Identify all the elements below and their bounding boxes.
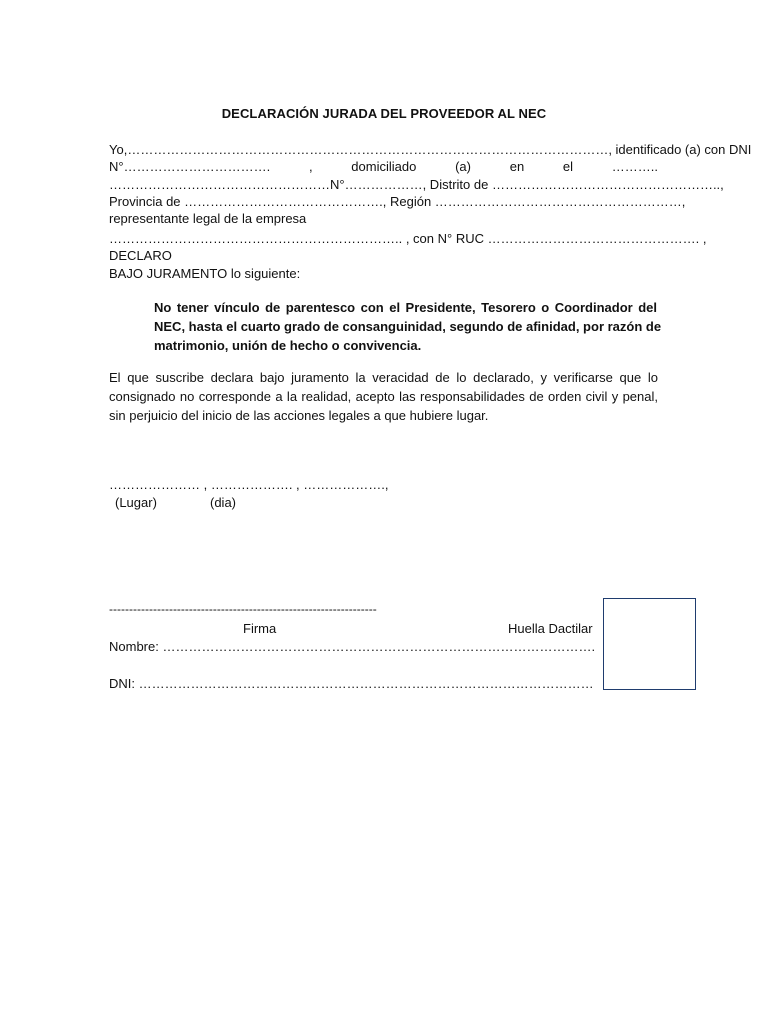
form-line-declaro: DECLARO	[109, 248, 172, 263]
date-place-line: ………………… , ………………. , ……………….,	[109, 477, 389, 492]
declaration-line: NEC, hasta el cuarto grado de consanguinidad, segundo de afinidad, por razón de	[154, 319, 662, 334]
statement-line: El que suscribe declara bajo juramento la veracidad de lo declarado, y verificarse que lo	[109, 370, 658, 385]
signature-label: Firma	[243, 621, 277, 636]
statement-line: sin perjuicio del inicio de las acciones legales a que hubiere lugar.	[109, 408, 489, 423]
declaration-line: matrimonio, unión de hecho o convivencia.	[154, 338, 422, 353]
declaration-block	[154, 298, 662, 355]
signature-line: -------------------------------------------------------------------	[109, 602, 377, 616]
statement-line: consignado no corresponde a la realidad, acepto las responsabilidades de orden civil y penal,	[109, 389, 658, 404]
name-line: Nombre: ……………………………………………………………………………………….	[109, 639, 596, 654]
document-title: DECLARACIÓN JURADA DEL PROVEEDOR AL NEC	[221, 106, 547, 121]
fingerprint-box	[603, 598, 696, 690]
form-line-province: Provincia de ………………………………………., Región …………………………………………………,	[109, 194, 686, 209]
form-line-identity: Yo,…………………………………………………………………………………………………, identificado (a) con DNI	[109, 142, 752, 157]
form-line-address: N°……………………………. , domiciliado (a) en el ………..	[109, 159, 658, 174]
day-label: (dia)	[210, 495, 237, 510]
form-line-representative: representante legal de la empresa	[109, 211, 307, 226]
statement-paragraph	[109, 368, 658, 425]
form-line-ruc: ………………………………………………………….. , con N° RUC …………………………………………. ,	[109, 231, 707, 246]
form-line-oath: BAJO JURAMENTO lo siguiente:	[109, 266, 301, 281]
place-label: (Lugar)	[115, 495, 157, 510]
form-line-district: ……………………………………………N°………………, Distrito de ……………………………………………..,	[109, 177, 724, 192]
dni-line: DNI: ……………………………………………………………………………………………	[109, 676, 594, 691]
declaration-line: No tener vínculo de parentesco con el Presidente, Tesorero o Coordinador del	[154, 300, 657, 315]
fingerprint-label: Huella Dactilar	[508, 621, 593, 636]
